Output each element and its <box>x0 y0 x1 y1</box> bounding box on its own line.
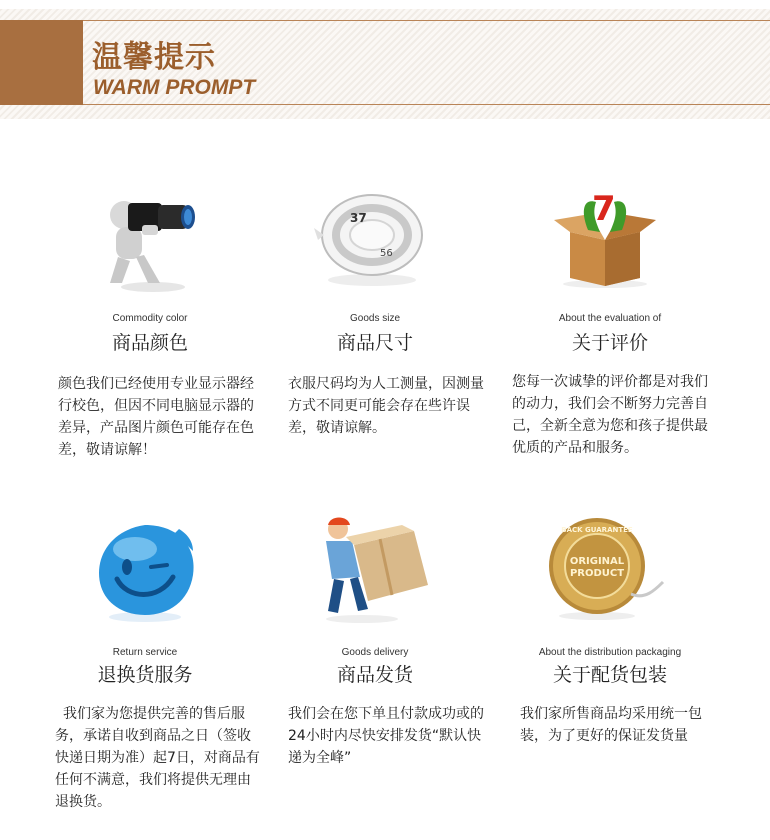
card-title-zh: 退换货服务 <box>97 664 193 686</box>
card-title-en: About the distribution packaging <box>538 647 682 658</box>
camera-figure-icon <box>88 185 218 295</box>
card-title-zh: 关于配货包装 <box>552 664 667 686</box>
card-title-en: Commodity color <box>112 313 188 324</box>
card-title-en: Goods size <box>349 313 401 324</box>
page-subtitle: WARM PROMPT <box>93 76 256 99</box>
measuring-tape-icon <box>310 180 440 290</box>
card-description: 颜色我们已经使用专业显示器经行校色，但因不同电脑显示器的差异，产品图片颜色可能存在色差，敬请谅解！ <box>58 376 254 458</box>
delivery-man-icon <box>310 515 440 625</box>
card-description: 衣服尺码均为人工测量，因测量方式不同更可能会存在些许误差，敬请谅解。 <box>288 376 484 436</box>
seal-text-top: BACK GUARANTEE <box>561 526 633 534</box>
banner-divider-top <box>0 20 770 21</box>
svg-text:7: 7 <box>592 189 616 229</box>
card-description: 我们会在您下单且付款成功或的24小时内尽快安排发货“默认快递为全峰” <box>288 706 484 766</box>
card-title-zh: 商品尺寸 <box>336 332 413 354</box>
card-description: 我们家所售商品均采用统一包装，为了更好的保证发货量 <box>520 706 702 744</box>
card-title-en: About the evaluation of <box>558 313 662 324</box>
svg-text:56: 56 <box>380 248 393 259</box>
gift-box-icon <box>540 180 670 290</box>
banner-accent-block <box>0 20 83 105</box>
card-title-zh: 关于评价 <box>571 332 648 354</box>
card-title-en: Goods delivery <box>341 647 409 658</box>
smiley-drop-icon <box>93 515 223 625</box>
svg-text:37: 37 <box>350 211 367 225</box>
card-description: 您每一次诚挚的评价都是对我们的动力，我们会不断努力完善自己，全新全意为您和孩子提供最优质的产品和服务。 <box>512 374 708 456</box>
guarantee-seal-icon <box>545 512 675 622</box>
card-description: 我们家为您提供完善的售后服务，承诺自收到商品之日（签收快递日期为准）起7日，对商品有任何不满意，我们将提供无理由退换货。 <box>55 706 260 810</box>
page-title: 温馨提示 <box>92 40 216 75</box>
banner-divider-bottom <box>0 104 770 105</box>
card-title-zh: 商品发货 <box>336 664 413 686</box>
card-title-en: Return service <box>112 647 178 658</box>
card-title-zh: 商品颜色 <box>111 332 188 354</box>
seal-text-mid: ORIGINAL <box>569 556 625 567</box>
seal-text-bottom: PRODUCT <box>569 568 625 579</box>
